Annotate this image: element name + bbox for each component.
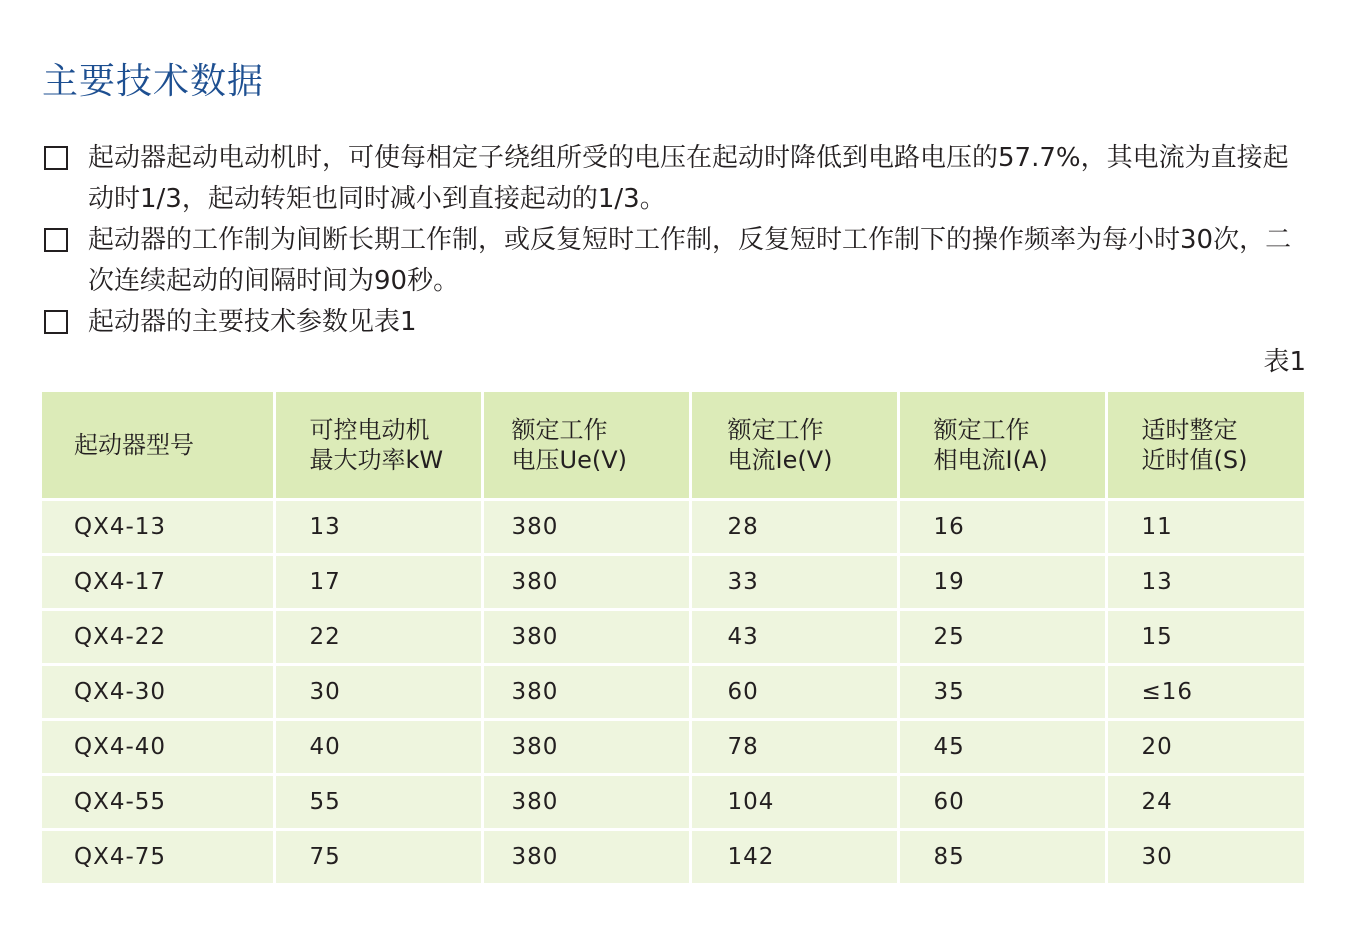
- cell-rated-voltage: 380: [482, 830, 690, 884]
- cell-model: QX4-75: [42, 830, 274, 884]
- cell-phase-current: 25: [898, 610, 1106, 665]
- bullet-item: [42, 302, 1312, 343]
- table-body: [42, 500, 1304, 884]
- table-row: [42, 830, 1304, 884]
- table-header-row: [42, 392, 1304, 500]
- table-row: [42, 775, 1304, 830]
- cell-set-time: 24: [1106, 775, 1304, 830]
- cell-model: QX4-30: [42, 665, 274, 720]
- table-row: [42, 500, 1304, 555]
- bullet-text: 起动器的工作制为间断长期工作制，或反复短时工作制，反复短时工作制下的操作频率为每小时30次，二次连续起动的间隔时间为90秒。: [88, 225, 1292, 296]
- cell-model: QX4-55: [42, 775, 274, 830]
- cell-set-time: 20: [1106, 720, 1304, 775]
- cell-max-power: 55: [274, 775, 482, 830]
- cell-max-power: 40: [274, 720, 482, 775]
- column-header-set-time: 适时整定 近时值(S): [1106, 392, 1304, 500]
- cell-model: QX4-13: [42, 500, 274, 555]
- cell-max-power: 75: [274, 830, 482, 884]
- cell-rated-current: 33: [690, 555, 898, 610]
- table-row: [42, 720, 1304, 775]
- table-row: [42, 665, 1304, 720]
- cell-rated-current: 142: [690, 830, 898, 884]
- cell-set-time: 30: [1106, 830, 1304, 884]
- cell-set-time: 13: [1106, 555, 1304, 610]
- cell-rated-current: 60: [690, 665, 898, 720]
- cell-model: QX4-40: [42, 720, 274, 775]
- bullet-text: 起动器起动电动机时，可使每相定子绕组所受的电压在起动时降低到电路电压的57.7%，其电流为直接起动时1/3，起动转矩也同时减小到直接起动的1/3。: [88, 143, 1289, 214]
- column-header-rated-voltage: 额定工作 电压Ue(V): [482, 392, 690, 500]
- column-header-model: 起动器型号: [42, 392, 274, 500]
- cell-rated-voltage: 380: [482, 610, 690, 665]
- cell-max-power: 17: [274, 555, 482, 610]
- cell-max-power: 30: [274, 665, 482, 720]
- cell-rated-current: 43: [690, 610, 898, 665]
- cell-phase-current: 16: [898, 500, 1106, 555]
- cell-rated-voltage: 380: [482, 555, 690, 610]
- table-caption: 表1: [1263, 347, 1306, 377]
- cell-rated-voltage: 380: [482, 720, 690, 775]
- cell-rated-voltage: 380: [482, 500, 690, 555]
- checkbox-icon: [44, 310, 68, 334]
- bullet-list: [42, 138, 1312, 343]
- cell-rated-current: 104: [690, 775, 898, 830]
- cell-rated-current: 78: [690, 720, 898, 775]
- cell-phase-current: 60: [898, 775, 1106, 830]
- cell-model: QX4-22: [42, 610, 274, 665]
- cell-set-time: 11: [1106, 500, 1304, 555]
- bullet-item: [42, 220, 1312, 302]
- cell-max-power: 22: [274, 610, 482, 665]
- bullet-item: [42, 138, 1312, 220]
- cell-rated-voltage: 380: [482, 775, 690, 830]
- cell-phase-current: 35: [898, 665, 1106, 720]
- cell-set-time: ≤16: [1106, 665, 1304, 720]
- cell-set-time: 15: [1106, 610, 1304, 665]
- spec-table: [42, 392, 1304, 883]
- cell-model: QX4-17: [42, 555, 274, 610]
- checkbox-icon: [44, 228, 68, 252]
- table-row: [42, 555, 1304, 610]
- column-header-max-power: 可控电动机 最大功率kW: [274, 392, 482, 500]
- cell-rated-voltage: 380: [482, 665, 690, 720]
- cell-phase-current: 85: [898, 830, 1106, 884]
- checkbox-icon: [44, 146, 68, 170]
- cell-phase-current: 45: [898, 720, 1106, 775]
- page-title: 主要技术数据: [42, 61, 265, 103]
- cell-phase-current: 19: [898, 555, 1106, 610]
- table-row: [42, 610, 1304, 665]
- cell-rated-current: 28: [690, 500, 898, 555]
- cell-max-power: 13: [274, 500, 482, 555]
- column-header-phase-current: 额定工作 相电流I(A): [898, 392, 1106, 500]
- column-header-rated-current: 额定工作 电流Ie(V): [690, 392, 898, 500]
- bullet-text: 起动器的主要技术参数见表1: [88, 307, 417, 337]
